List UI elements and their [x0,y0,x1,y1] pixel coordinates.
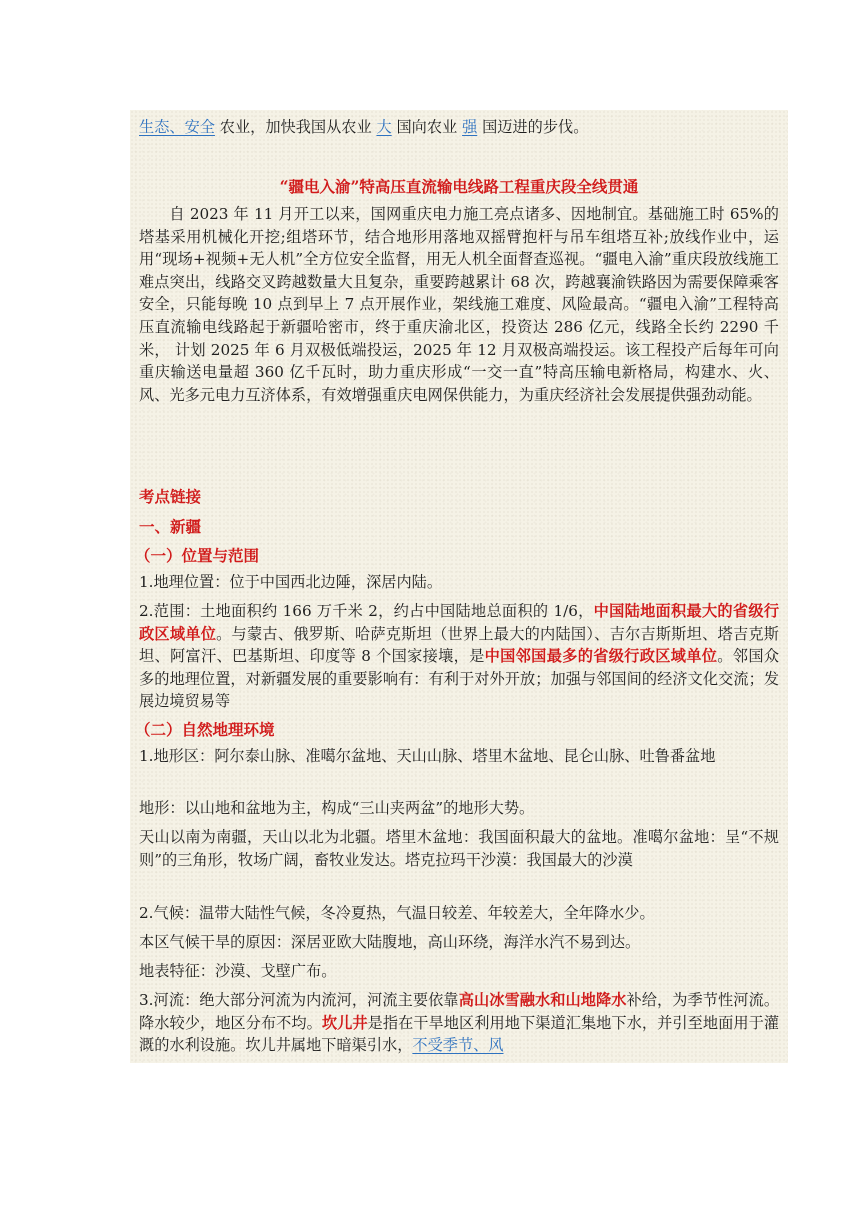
rivers-fill: 不受季节、风 [412,1036,504,1055]
rivers-text-1: 3.河流：绝大部分河流为内流河，河流主要依靠 [139,991,459,1009]
subsection-environment: （二）自然地理环境 [135,720,275,739]
range-highlight-2: 中国邻国最多的省级行政区域单位 [484,647,718,666]
intro-line [139,116,779,139]
news-body: 自 2023 年 11 月开工以来，国网重庆电力施工亮点诸多、因地制宜。基础施工时 65%的塔基采用机械化开挖;组塔环节，结合地形用落地双摇臂抱杆与吊车组塔互补;放线作业中，运用“现场+视频+无人机”全方位安全监督，用无人机全面督查巡视。“疆电入渝”重庆段放线施工难点突出，线路交叉跨越数量大且复杂，重要跨越累计 68 次，跨越襄渝铁路因为需要保障乘客安全，只能每晚 10 点到早上 7 点开展作业，架线施工难度、风险最高。“疆电入渝”工程特高压直流输电线路起于新疆哈密市，终于重庆渝北区，投资达 286 亿元，线路全长约 2290 千米， 计划 2025 年 6 月双极低端投运，2025 年 12 月双极高端投运。该工程投产后每年可向重庆输送电量超 360 亿千瓦时，助力重庆形成“一交一直”特高压输电新格局，构建水、火、风、光多元电力互济体系，有效增强重庆电网保供能力，为重庆经济社会发展提供强劲动能。 [139,205,779,404]
news-title: “疆电入渝”特高压直流输电线路工程重庆段全线贯通 [279,177,639,196]
paragraph-basins: 天山以南为南疆，天山以北为北疆。塔里木盆地：我国面积最大的盆地。准噶尔盆地：呈“不规则”的三角形，牧场广阔，畜牧业发达。塔克拉玛干沙漠：我国最大的沙漠 [139,828,779,869]
paragraph-climate: 2.气候：温带大陆性气候，冬冷夏热，气温日较差、年较差大，全年降水少。 [139,904,655,922]
intro-text-3: 国迈进的步伐。 [482,118,589,136]
intro-text-2: 国向农业 [396,118,458,136]
paragraph-terrain: 地形：以山地和盆地为主，构成“三山夹两盆”的地形大势。 [139,799,535,817]
rivers-text-2: 补给，为季节性河流。降水较少，地区分布不均。 [139,991,780,1032]
paragraph-range [139,600,779,713]
intro-fill-2: 大 [376,118,392,136]
paragraph-rivers [139,989,779,1057]
subsection-location: （一）位置与范围 [135,546,260,565]
range-text-1: 2.范围：土地面积约 166 万千米 2，约占中国陆地总面积的 1/6， [139,602,594,620]
range-highlight-1: 中国陆地面积最大的省级行政区域单位 [139,602,779,643]
intro-text-1: 农业，加快我国从农业 [219,118,372,136]
rivers-highlight-1: 高山冰雪融水和山地降水 [458,991,627,1009]
intro-fill-1: 生态、安全 [139,118,215,136]
rivers-highlight-2: 坎儿井 [321,1013,368,1032]
intro-fill-3: 强 [462,118,478,136]
paragraph-surface: 地表特征：沙漠、戈壁广布。 [139,962,337,980]
section-xinjiang: 一、新疆 [139,517,202,536]
rivers-text-3: 是指在干旱地区利用地下渠道汇集地下水，并引至地面用于灌溉的水利设施。坎儿井属地下暗渠引水， [139,1013,780,1055]
paragraph-climate-reason: 本区气候干旱的原因：深居亚欧大陆腹地，高山环绕，海洋水汽不易到达。 [139,933,641,951]
paragraph-landforms: 1.地形区：阿尔泰山脉、准噶尔盆地、天山山脉、塔里木盆地、昆仑山脉、吐鲁番盆地 [139,747,716,765]
range-text-2: 。与蒙古、俄罗斯、哈萨克斯坦（世界上最大的内陆国）、吉尔吉斯斯坦、塔吉克斯坦、阿富汗、巴基斯坦、印度等 8 个国家接壤，是 [139,624,779,666]
range-text-3: 。邻国众多的地理位置，对新疆发展的重要影响有：有利于对外开放；加强与邻国间的经济文化交流；发展边境贸易等 [139,647,780,711]
document-page [130,110,788,1063]
section-heading: 考点链接 [139,487,202,506]
paragraph-location: 1.地理位置：位于中国西北边陲，深居内陆。 [139,573,443,591]
